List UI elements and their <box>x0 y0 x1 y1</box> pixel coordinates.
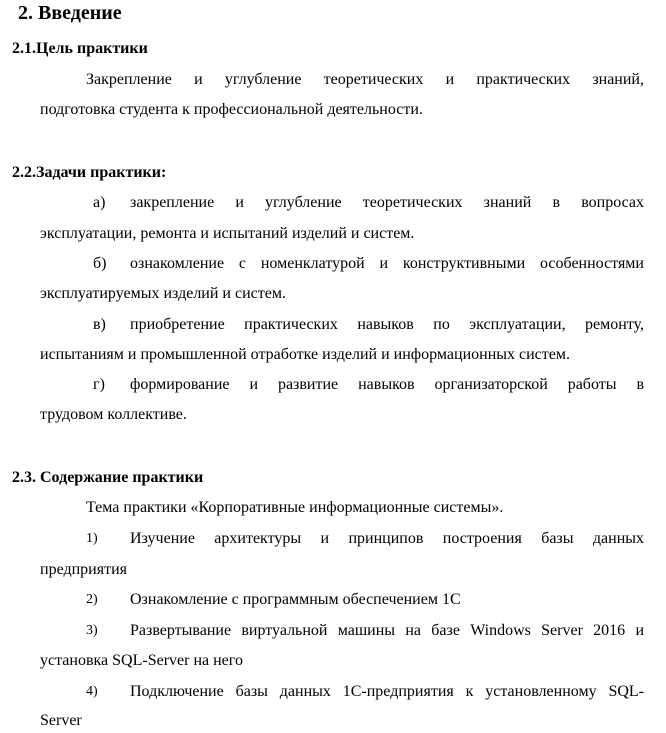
content-item-number: 4) <box>86 684 98 699</box>
task-item-text: закрепление и углубление теоретических знаний в вопросах <box>130 194 644 211</box>
task-item-text-cont: эксплуатации, ремонта и испытаний изделий и систем. <box>40 225 415 242</box>
task-item-label: б) <box>93 255 107 272</box>
subsection-content-title: 2.3. Содержание практики <box>12 469 204 486</box>
content-item-text: Ознакомление с программным обеспечением 1С <box>130 591 461 608</box>
content-item-number: 1) <box>86 531 98 546</box>
task-item-label: в) <box>93 316 106 333</box>
content-item-text: Подключение базы данных 1С-предприятия к установленному SQL- <box>130 683 644 700</box>
task-item-label: а) <box>93 194 106 211</box>
task-item-text: формирование и развитие навыков организаторской работы в <box>130 376 644 393</box>
practice-topic: Тема практики «Корпоративные информационные системы». <box>86 499 504 516</box>
task-item-text: приобретение практических навыков по эксплуатации, ремонту, <box>130 316 644 333</box>
section-heading: 2. Введение <box>18 2 122 24</box>
task-item-text-cont: трудовом коллективе. <box>40 406 187 423</box>
content-item-text-cont: Server <box>40 712 82 729</box>
task-item-text: ознакомление с номенклатурой и конструктивными особенностями <box>130 255 644 272</box>
content-item-text-cont: предприятия <box>40 561 127 578</box>
subsection-goal-title: 2.1.Цель практики <box>12 40 148 57</box>
content-item-number: 3) <box>86 623 98 638</box>
goal-text-line2: подготовка студента к профессиональной деятельности. <box>40 101 423 118</box>
content-item-text: Изучение архитектуры и принципов построения базы данных <box>130 530 644 547</box>
goal-text-line1: Закрепление и углубление теоретических и практических знаний, <box>86 71 644 88</box>
task-item-text-cont: эксплуатируемых изделий и систем. <box>40 285 286 302</box>
task-item-label: г) <box>93 376 105 393</box>
content-item-number: 2) <box>86 592 98 607</box>
content-item-text-cont: установка SQL-Server на него <box>40 652 243 669</box>
content-item-text: Развертывание виртуальной машины на базе Windows Server 2016 и <box>130 622 644 639</box>
task-item-text-cont: испытаниям и промышленной отработке изделий и информационных систем. <box>40 346 570 363</box>
subsection-tasks-title: 2.2.Задачи практики: <box>12 164 167 181</box>
